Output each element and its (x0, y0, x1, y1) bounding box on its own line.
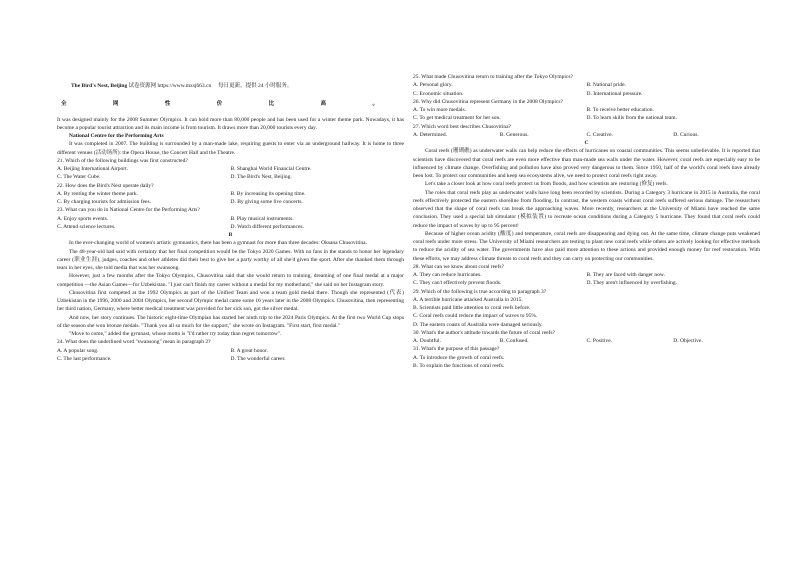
option: C. By charging tourists for admission fees. (57, 199, 151, 205)
option: C. They can't effectively prevent floods. (413, 280, 502, 287)
paragraph: In the ever-changing world of women's artistic gymnastics, there has been a gymnast for more than three decades: Oksana Chusovitina. (69, 240, 367, 247)
brand-line: 全 网 性 价 比 高 。 (61, 101, 379, 108)
option: D. The eastern coasts of Australia were damaged seriously. (413, 321, 543, 328)
option: B. To receive better education. (586, 107, 654, 113)
options-row (413, 81, 760, 89)
options-row (57, 223, 404, 231)
option: B. National pride. (586, 82, 626, 89)
options-row (413, 106, 760, 114)
option: A. They can reduce hurricanes. (413, 272, 482, 278)
paragraph: Chusovitina first competed at the 1992 Olympics as part of the Unified Team and won a team gold medal there. Though she represented (代表) Uzbekistan in the 1996, 2000 and 2004 Olympics, her second Olympic medal came some 16 years later in the 2008 Olympics. Chusovitina, then representing her third nation, Germany, where better medical treatment was provided for her sick son, got the silver medal. (57, 289, 404, 313)
options-row (413, 131, 760, 139)
paragraph: It was completed in 2007. The building is surrounded by a man-made lake, requiring guests to enter via an underground hallway. It is home to three different venues (活动场所): the Opera House, the Concert Hall and the Theatre. (57, 141, 404, 156)
option: D. Curious. (673, 131, 699, 138)
question-28: 28. What can we know about coral reefs? (413, 263, 504, 270)
option: A. Beijing International Airport. (57, 166, 129, 172)
option: C. Coral reefs could reduce the impact of waves to 95%. (413, 313, 538, 320)
options-row (57, 355, 404, 363)
option: D. The wonderful career. (230, 355, 286, 362)
option: B. They are faced with danger now. (586, 272, 665, 278)
question-26: 26. Why did Chusovitina represent Germany in the 2008 Olympics? (413, 98, 563, 105)
options-row (413, 337, 760, 345)
option: D. They aren't influenced by overfishing. (586, 280, 678, 287)
question-31: 31. What's the purpose of this passage? (413, 346, 500, 353)
option: A. To introduce the growth of coral reefs. (413, 354, 505, 361)
option: C. To get medical treatment for her son. (413, 115, 501, 122)
left-column (57, 82, 404, 363)
option: D. International pressure. (586, 90, 643, 97)
paragraph: Because of higher ocean acidity (酸度) and temperature, coral reefs are disappearing and dying out. At the same time, climate change puts weakened coral reefs under more stress. The University of Miami researchers are testing to plant new coral reefs while others are actively looking for effective methods to reduce the acidity of sea water. The governments have also paid more attention to these actions and provided enough money for reef restoration. With these efforts, we may address climate threats to coral reefs and they can carry on protecting our communities. (413, 230, 760, 262)
question-30: 30. What's the author's attitude towards the future of coral reefs? (413, 329, 555, 336)
option: B. Scientists paid little attention to coral reefs before. (413, 305, 531, 311)
option: A. Enjoy sports events. (57, 215, 109, 222)
passage-title: The Bird's Nest, Beijing 试卷资源网 https://www.mxsj663.cn 每日更新，提供 24 小时服务。 (71, 83, 293, 89)
options-row (413, 279, 760, 287)
question-27: 27. Which word best describes Chusovitina? (413, 123, 511, 130)
option: A. A terrible hurricane attacked Australia in 2015. (413, 296, 523, 303)
option: C. Creative. (586, 131, 613, 138)
option: A. Doubtful. (413, 338, 441, 344)
right-column (413, 73, 760, 370)
question-23: 23. What can you do in National Centre for the Performing Arts? (57, 207, 200, 214)
paragraph: However, just a few months after the Tokyo Olympics, Chusovitina said that she would return to training, dreaming of one final medal at a major competition —the Asian Games—for Uzbekistan. "I just can't finish my career without a medal for my motherland," she said on her Instagram story. (57, 273, 404, 288)
paragraph: It was designed mainly for the 2008 Summer Olympics. It can hold more than 80,000 people and has been used for a winter theme park. Nowadays, it has become a popular tourist attraction and its main income is from tourism. It draws more than 20,000 tourists every day. (57, 116, 404, 131)
option: B. Play musical instruments. (230, 215, 294, 222)
option: B. To explain the functions of coral reefs. (413, 362, 505, 369)
option: B. Shanghai World Financial Centre. (230, 166, 312, 172)
paragraph: And now, her story continues. The historic eight-time Olympian has started her ninth trip to the 2024 Paris Olympics. At the first two World Cup stops of the season she won bronze medals. "Thank you all so much for the support," she wrote on Instagram. "First start, first medal." (57, 314, 404, 329)
option: C. Economic situation. (413, 90, 464, 97)
option: B. By increasing its opening time. (230, 190, 306, 197)
paragraph: The roles that coral reefs play as underwater walls have long been recorded by scientists. During a Category 3 hurricane in 2015 in Australia, the coral reefs effectively protected the eastern shoreline from flooding. In contrast, the western coasts without coral reefs suffered serious damage. The researchers observed that the shape of coral reefs can break the approaching waves. More recently, researchers at the University of Miami have reached the same conclusion. They used a special lab simulator (模拟装置) to recreate ocean conditions during a Category 5 hurricane. They found that coral reefs could reduce the impact of waves by up to 95 percent! (413, 189, 760, 229)
option: C. Attend science lectures. (57, 223, 116, 230)
section-letter-b: B (228, 232, 233, 238)
option: A. A popular song. (57, 347, 99, 354)
paragraph: Let's take a closer look at how coral reefs protect us from floods, and how scientists are restoring (修复) reefs. (425, 181, 668, 188)
option: B. Confused. (499, 338, 529, 344)
question-21: 21. Which of the following buildings was first constructed? (57, 157, 188, 164)
option: A. Determined. (413, 131, 448, 138)
option: A. By renting the winter theme park. (57, 190, 138, 197)
option: D. Objective. (673, 338, 703, 344)
option: A. To win more medals. (413, 107, 466, 113)
paragraph: The 48-year-old had said with certainty that her final competition would be the Tokyo 2020 Games. With no fans in the stands to honor her legendary career (职业生涯), judges, coaches and other athletes did their best to give her a party worthy of all she'd given the sport. After she thanked them through tears in her eyes, she told media that was her swansong. (57, 248, 404, 271)
option: B. A great honor. (230, 347, 268, 354)
option: C. The last performance. (57, 355, 112, 362)
options-row (57, 198, 404, 206)
option: A. Personal glory. (413, 82, 453, 89)
options-row (57, 165, 404, 173)
option: B. Generous. (499, 131, 529, 138)
question-24: 24. What does the underlined word "swansong" mean in paragraph 2? (57, 339, 211, 346)
option: D. The Bird's Nest, Beijing. (230, 174, 292, 181)
option: D. Watch different performances. (230, 223, 304, 230)
question-29: 29. Which of the following is true according to paragraph 3? (413, 288, 547, 295)
option: D. To learn skills from the national team. (586, 115, 677, 122)
paragraph: "Move to come," added the gymnast, whose motto is "I'd rather try today than regret tomorrow". (69, 331, 282, 337)
options-row (57, 173, 404, 181)
options-row (413, 90, 760, 98)
paragraph: Coral reefs (珊瑚礁) as underwater walls can help reduce the effects of hurricanes on coastal communities. This seems unbelievable. It is reported that scientists have discovered that coral reefs are even more effective than man-made sea walls under the water. However, coral reefs are especially easy to be influenced by climate change. Overfishing and pollution have also proved very dangerous to them. Since 1950, half of the world's coral reefs have already been lost. To protect our communities and keep sea ecosystems alive, we need to protect coral reefs right away. (413, 148, 760, 179)
section-heading: National Centre for the Performing Arts (69, 133, 164, 139)
watermark-text: 试卷资源网 https://www.mxsj663.cn 每日更新，提供 24 小时服务。 (128, 83, 293, 89)
option: C. The Water Cube. (57, 174, 101, 181)
question-25: 25. What made Chusovitina return to training after the Tokyo Olympics? (413, 74, 573, 80)
options-row (57, 347, 404, 355)
options-row (57, 190, 404, 198)
options-row (413, 114, 760, 122)
option: C. Positive. (586, 338, 613, 344)
options-row (57, 215, 404, 223)
section-letter-c: C (584, 140, 589, 146)
question-22: 22. How does the Bird's Nest operate daily? (57, 182, 154, 189)
option: D. By giving some live concerts. (230, 199, 303, 205)
options-row (413, 271, 760, 279)
